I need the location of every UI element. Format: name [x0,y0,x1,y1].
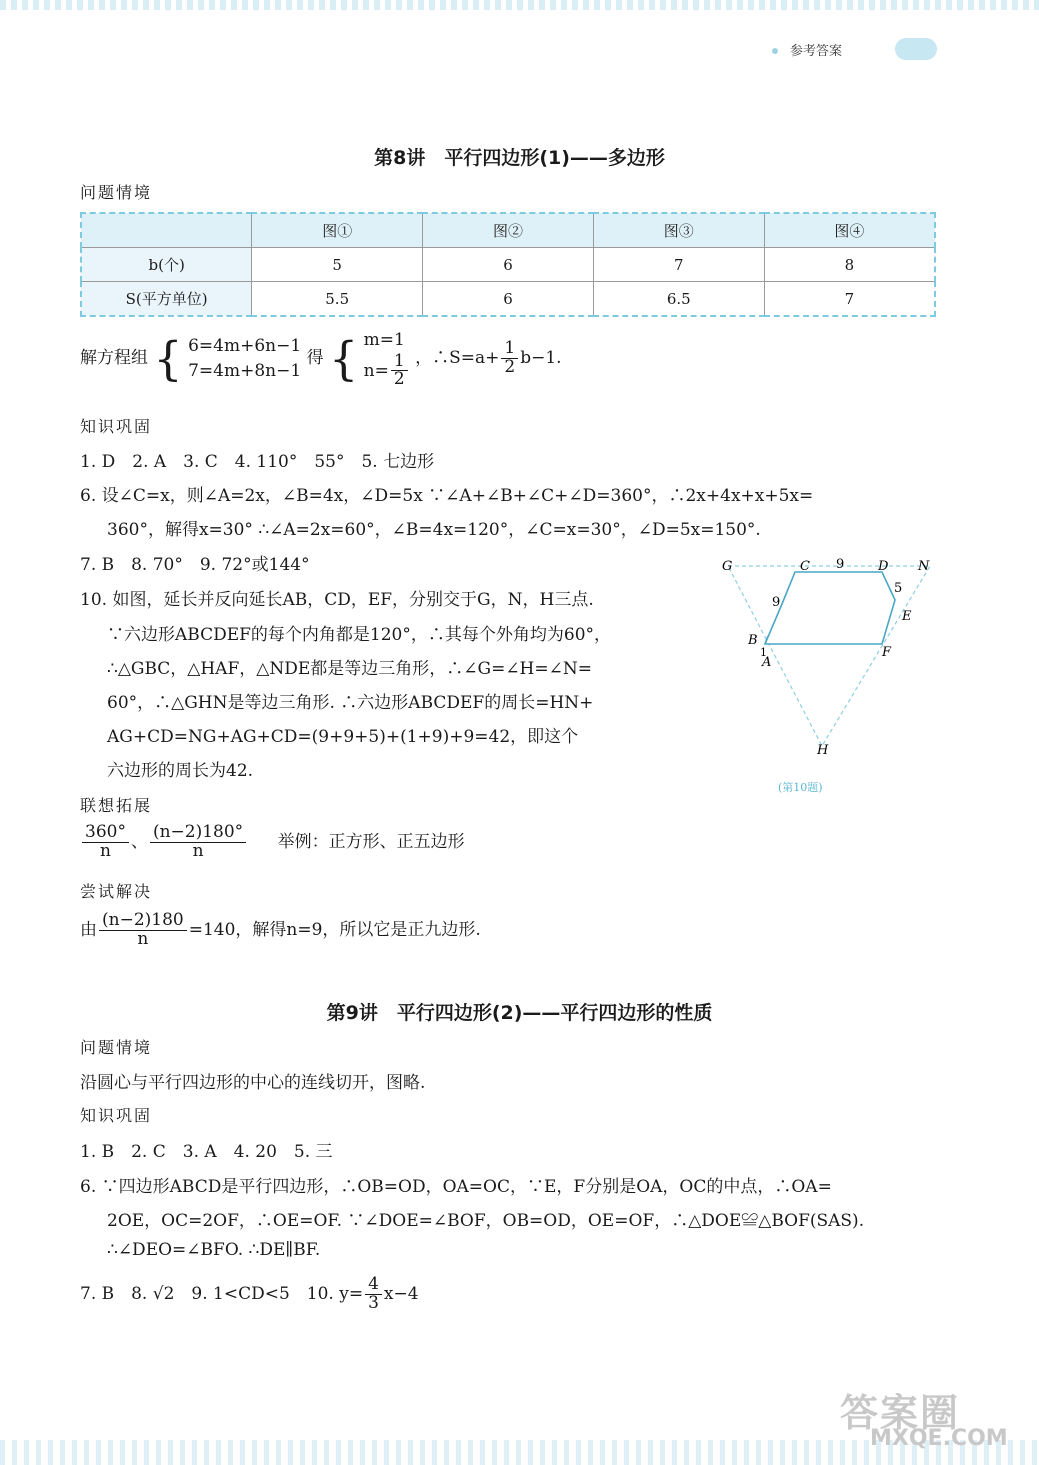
table-header-cell: 图③ [593,213,764,248]
label-h: H [817,743,829,758]
lesson9-section-knowledge: 知识巩固 [80,1106,153,1125]
fraction-denominator: 3 [368,1292,379,1313]
lesson8-title: 第8讲 平行四边形(1)——多边形 [374,147,665,169]
brace-symbol: { [328,331,359,386]
fraction [391,350,408,390]
label-g: G [722,559,733,574]
equation-system [188,334,301,383]
table-cell: 6 [423,248,594,282]
answers-7-9: 7. B 8. 70° 9. 72°或144° [80,555,310,575]
watermark-logo: 答案圈 [840,1391,961,1435]
fraction-numerator: 360° [82,824,129,843]
fraction-numerator: 4 [365,1276,382,1295]
table-row [81,282,935,317]
table-cell: 5 [252,248,423,282]
lesson8-section-knowledge: 知识巩固 [80,417,153,436]
label-c: C [800,559,810,574]
answer-10-line2: ∵六边形ABCDEF的每个内角都是120°，∴其每个外角均为60°， [107,625,612,645]
solution-system [364,328,410,389]
fraction-denominator: n [137,928,149,949]
table-header-cell [81,213,252,248]
solve-prefix: 解方程组 [80,348,148,369]
answer-6-line1: 6. 设∠C=x，则∠A=2x，∠B=4x，∠D=5x ∵∠A+∠B+∠C+∠D=360°，∴2x+4x+x+5x= [80,486,814,506]
table-cell: 6.5 [593,282,764,317]
fraction [365,1276,382,1313]
answer-10-line3: ∴△GBC，△HAF，△NDE都是等边三角形，∴∠G=∠H=∠N= [107,659,592,679]
label-five: 5 [894,581,903,596]
table-header-cell: 图④ [764,213,935,248]
table-row-header: b(个) [81,248,252,282]
table-cell: 6 [423,282,594,317]
fraction [150,824,246,861]
result-a: ，∴S=a+ [415,348,500,369]
lesson9-problem-text: 沿圆心与平行四边形的中心的连线切开，图略. [80,1073,426,1093]
lesson9-answers-1-5: 1. B 2. C 3. A 4. 20 5. 三 [80,1142,333,1162]
lesson8-section-extend: 联想拓展 [80,796,153,815]
table-header-cell: 图② [423,213,594,248]
hexagon-abcdef [765,572,895,644]
answer-6-line2: 360°，解得x=30° ∴∠A=2x=60°，∠B=4x=120°，∠C=x=30°，∠D=5x=150°. [107,520,761,540]
fraction-numerator: (n−2)180 [99,912,187,931]
fraction-numerator: 1 [501,340,518,359]
fraction-numerator: 1 [391,353,408,372]
lesson9-title: 第9讲 平行四边形(2)——平行四边形的性质 [326,1002,713,1024]
table-cell: 8 [764,248,935,282]
table-cell: 7 [764,282,935,317]
label-n: N [918,559,930,574]
fraction-denominator: 2 [393,369,405,390]
solution-n [363,350,410,390]
lesson9-answer-6-line2: 2OE，OC=2OF，∴OE=OF. ∵∠DOE=∠BOF，OB=OD，OE=OF，∴△DOE≌△BOF(SAS). [107,1211,865,1231]
try-line [80,912,481,949]
lesson9-section-problem: 问题情境 [80,1038,153,1057]
try-suffix: =140，解得n=9，所以它是正九边形. [188,919,481,940]
answer-10-line6: 六边形的周长为42. [107,761,254,781]
label-d: D [878,559,889,574]
label-nine-side: 9 [772,595,781,610]
label-nine-top: 9 [836,557,845,572]
label-e: E [902,609,912,624]
table-header-cell: 图① [252,213,423,248]
solution-m: m=1 [363,330,405,350]
top-decoration-band [0,0,1039,10]
header-tag: 参考答案 [790,44,843,59]
extend-example: 举例：正方形、正五边形 [277,831,465,852]
extend-line [80,824,465,861]
fraction [99,912,187,949]
watermark-url: MXQE.COM [870,1426,1008,1451]
label-one: 1 [760,646,767,659]
fraction-denominator: n [192,840,204,861]
extend-separator: 、 [130,831,148,852]
equation-system-line [80,328,562,389]
answer-10-line5: AG+CD=NG+AG+CD=(9+9+5)+(1+9)+9=42，即这个 [107,727,579,747]
label-a: A [762,655,772,670]
lesson8-section-try: 尝试解决 [80,882,153,901]
lesson8-section-problem: 问题情境 [80,183,153,202]
answer-10-line4: 60°，∴△GHN是等边三角形. ∴六边形ABCDEF的周长=HN+ [107,693,594,713]
header-dot-icon [772,48,778,54]
label-b: B [748,633,758,648]
hexagon-figure [710,548,950,798]
figure-caption: (第10题) [778,781,823,794]
try-prefix: 由 [80,919,97,940]
table-header-row [81,213,935,248]
sqrt-value: √2 [152,1283,175,1304]
fraction-denominator: n [100,840,111,861]
answer-10-tail: x−4 [383,1283,419,1304]
solve-get: 得 [306,348,324,369]
table-cell: 5.5 [252,282,423,317]
brace-symbol: { [153,331,183,386]
answers-1-5: 1. D 2. A 3. C 4. 110° 55° 5. 七边形 [80,452,435,472]
watermark [840,1382,1008,1451]
equation-2: 7=4m+8n−1 [188,360,302,381]
answer-10-line1: 10. 如图，延长并反向延长AB，CD，EF，分别交于G，N，H三点. [80,590,594,610]
fraction-denominator: 2 [504,357,516,378]
lesson9-answer-6-line3: ∴∠DEO=∠BFO. ∴DE∥BF. [107,1240,321,1260]
fraction [501,340,518,377]
table-row [81,248,935,282]
data-table [80,212,936,317]
table-cell: 7 [593,248,764,282]
fraction [82,824,129,861]
lesson9-answer-6-line1: 6. ∵四边形ABCD是平行四边形，∴OB=OD，OA=OC，∵E，F分别是OA，OC的中点，∴OA= [80,1177,832,1197]
lesson9-answers-7-10 [80,1276,419,1313]
answers-7-8: 7. B 8. [80,1283,153,1304]
result-b: b−1. [520,348,562,369]
equation-1: 6=4m+6n−1 [188,336,302,357]
fraction-numerator: (n−2)180° [150,824,246,843]
label-f: F [882,645,892,660]
answers-9-10: 9. 1<CD<5 10. y= [174,1283,364,1304]
header-cloud-icon [895,38,937,60]
solution-n-left: n= [363,360,389,381]
table-row-header: S(平方单位) [81,282,252,317]
